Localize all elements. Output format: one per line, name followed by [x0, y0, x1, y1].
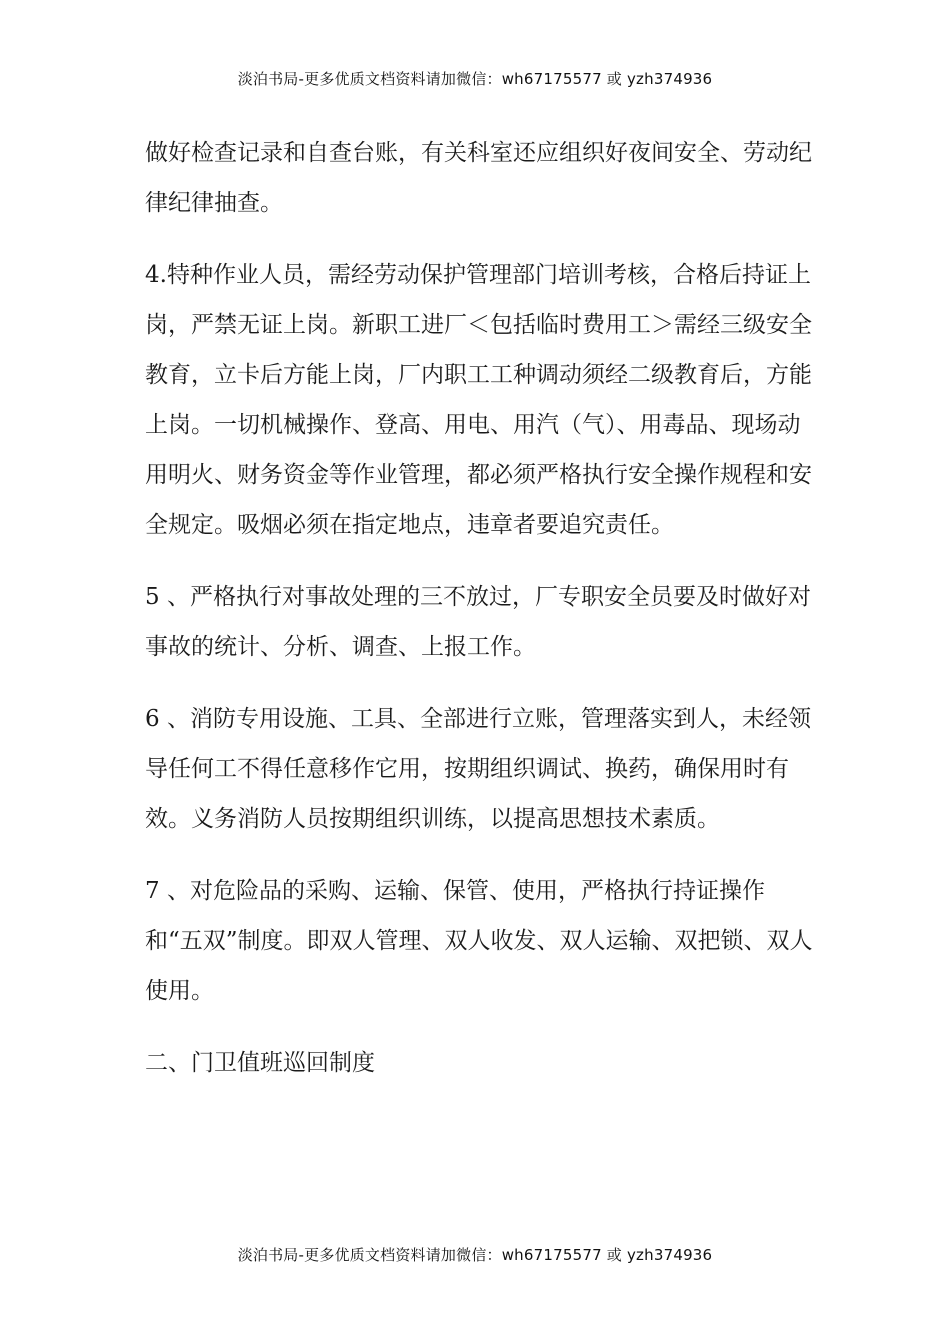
paragraph-5: 7 、对危险品的采购、运输、保管、使用，严格执行持证操作和“五双”制度。即双人管理、双人收发、双人运输、双把锁、双人使用。	[145, 878, 813, 1004]
section-heading: 二、门卫值班巡回制度	[145, 1050, 375, 1076]
paragraph-1: 做好检查记录和自查台账，有关科室还应组织好夜间安全、劳动纪律纪律抽查。	[145, 140, 812, 216]
paragraph-4: 6 、消防专用设施、工具、全部进行立账，管理落实到人，未经领导任何工不得任意移作它用，按期组织调试、换药，确保用时有效。义务消防人员按期组织训练，以提高思想技术素质。	[145, 706, 811, 832]
footer-banner: 淡泊书局-更多优质文档资料请加微信：wh67175577 或 yzh374936	[237, 1246, 713, 1264]
document-body	[145, 128, 813, 1110]
paragraph-3: 5 、严格执行对事故处理的三不放过，厂专职安全员要及时做好对事故的统计、分析、调查、上报工作。	[145, 584, 811, 660]
paragraph-2: 4.特种作业人员，需经劳动保护管理部门培训考核，合格后持证上岗，严禁无证上岗。新职工进厂＜包括临时费用工＞需经三级安全教育，立卡后方能上岗，厂内职工工种调动须经二级教育后，方能上岗。一切机械操作、登高、用电、用汽（气）、用毒品、现场动用明火、财务资金等作业管理，都必须严格执行安全操作规程和安全规定。吸烟必须在指定地点，违章者要追究责任。	[145, 262, 812, 538]
header-banner: 淡泊书局-更多优质文档资料请加微信：wh67175577 或 yzh374936	[237, 70, 713, 88]
